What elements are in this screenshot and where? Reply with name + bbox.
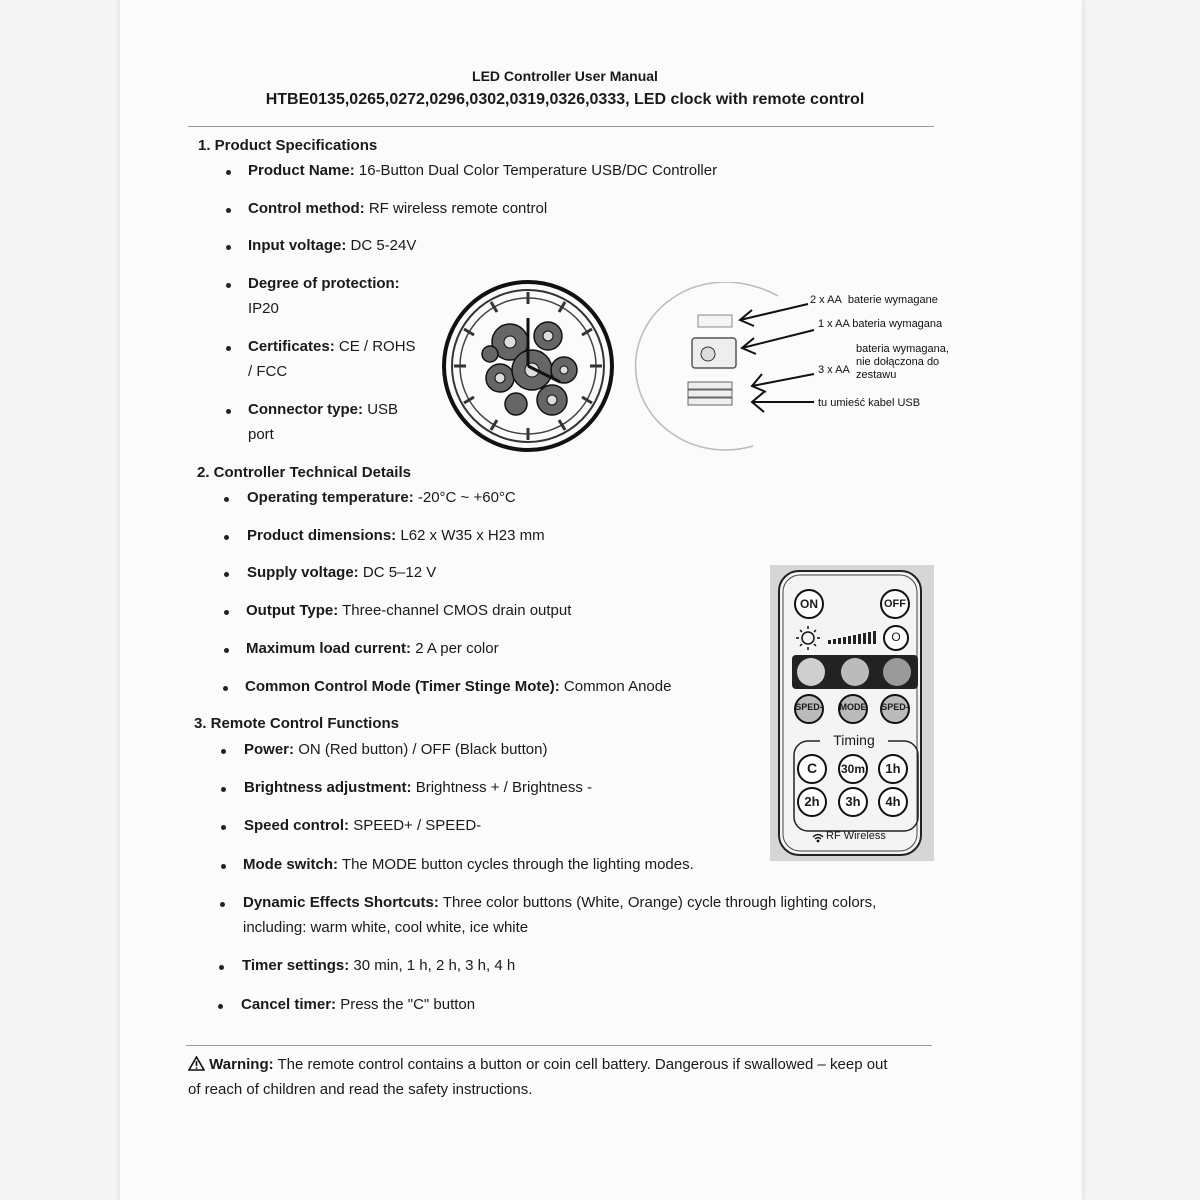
bullet [226, 283, 231, 288]
remote-timer-2h-button: 2h [804, 794, 820, 809]
remote-timer-cancel-button: C [806, 760, 818, 776]
warning-label: Warning: [209, 1056, 274, 1073]
remote-mode-switch: Mode switch: The MODE button cycles through the lighting modes. [243, 856, 694, 873]
bullet [223, 686, 228, 691]
spec-product-name: Product Name: 16-Button Dual Color Temperature USB/DC Controller [248, 162, 718, 179]
section-heading-tech: 2. Controller Technical Details [197, 464, 411, 481]
bullet [226, 208, 231, 213]
document-title: LED Controller User Manual [472, 68, 658, 84]
document-subtitle: HTBE0135,0265,0272,0296,0302,0319,0326,0333, LED clock with remote control [265, 91, 865, 108]
bullet [224, 497, 229, 502]
tech-operating-temperature: Operating temperature: -20°C ~ +60°C [247, 489, 516, 506]
warning-divider [186, 1045, 932, 1046]
remote-brightness: Brightness adjustment: Brightness + / Brightness - [244, 779, 593, 796]
remote-timer-1h-button: 1h [885, 761, 901, 776]
remote-speed: Speed control: SPEED+ / SPEED- [244, 817, 482, 834]
remote-power: Power: ON (Red button) / OFF (Black button) [244, 741, 548, 758]
bullet [226, 170, 231, 175]
remote-on-button: ON [800, 597, 818, 611]
bullet [224, 648, 229, 653]
remote-cancel-timer: Cancel timer: Press the "C" button [241, 996, 476, 1013]
battery-label-2aa: 2 x AA baterie wymagane [810, 294, 938, 306]
tech-max-load: Maximum load current: 2 A per color [246, 640, 499, 657]
battery-label-3aa-text: bateria wymagana, nie dołączona do zestawu [856, 343, 949, 381]
section-heading-remote: 3. Remote Control Functions [194, 715, 400, 732]
bullet [224, 610, 229, 615]
tech-control-mode: Common Control Mode (Timer Stinge Mote): Common Anode [245, 678, 672, 695]
spec-connector: Connector type: USB port [248, 401, 399, 443]
bullet [221, 787, 226, 792]
remote-timing-label: Timing [833, 732, 875, 748]
bullet [221, 825, 226, 830]
remote-rf-wireless-label: RF Wireless [826, 830, 886, 842]
warning-icon [188, 1056, 205, 1071]
remote-dynamic-effects: Dynamic Effects Shortcuts: Three color buttons (White, Orange) cycle through lighting colors, including: warm white, cool white, ice white [243, 894, 877, 936]
warning-note [188, 1052, 948, 1102]
remote-timer-settings: Timer settings: 30 min, 1 h, 2 h, 3 h, 4 h [242, 957, 516, 974]
bullet [221, 749, 226, 754]
title-divider [188, 126, 934, 127]
remote-speed-plus-button: SPED- [881, 702, 909, 712]
bullet [220, 902, 225, 907]
clock-illustration [440, 274, 616, 462]
bullet [224, 572, 229, 577]
tech-supply-voltage: Supply voltage: DC 5–12 V [247, 564, 437, 581]
spec-control-method: Control method: RF wireless remote control [248, 200, 548, 217]
warning-text-continued: of reach of children and read the safety instructions. [188, 1081, 533, 1098]
tech-output-type: Output Type: Three-channel CMOS drain output [246, 602, 572, 619]
bullet [221, 864, 226, 869]
battery-label-1aa: 1 x AA bateria wymagana [818, 318, 943, 330]
usb-label: tu umieść kabel USB [818, 397, 921, 409]
bullet [226, 346, 231, 351]
battery-label-3aa-qty: 3 x AA [818, 364, 850, 376]
remote-round-button: O [891, 630, 901, 644]
remote-off-button: OFF [884, 598, 906, 610]
bullet [218, 1004, 223, 1009]
bullet [219, 965, 224, 970]
spec-protection: Degree of protection: IP20 [248, 275, 400, 317]
bullet [226, 409, 231, 414]
remote-timer-30m-button: 30m [840, 762, 866, 776]
spec-certificates: Certificates: CE / ROHS / FCC [248, 338, 416, 380]
remote-mode-button: MODE [839, 702, 867, 712]
remote-timer-3h-button: 3h [845, 794, 861, 809]
section-heading-specs: 1. Product Specifications [198, 137, 378, 154]
bullet [224, 535, 229, 540]
bullet [226, 245, 231, 250]
spec-input-voltage: Input voltage: DC 5-24V [248, 237, 417, 254]
remote-timer-4h-button: 4h [885, 794, 901, 809]
remote-speed-minus-button: SPED- [795, 702, 823, 712]
tech-dimensions: Product dimensions: L62 x W35 x H23 mm [247, 527, 545, 544]
warning-text: The remote control contains a button or coin cell battery. Dangerous if swallowed – keep out [277, 1056, 888, 1073]
